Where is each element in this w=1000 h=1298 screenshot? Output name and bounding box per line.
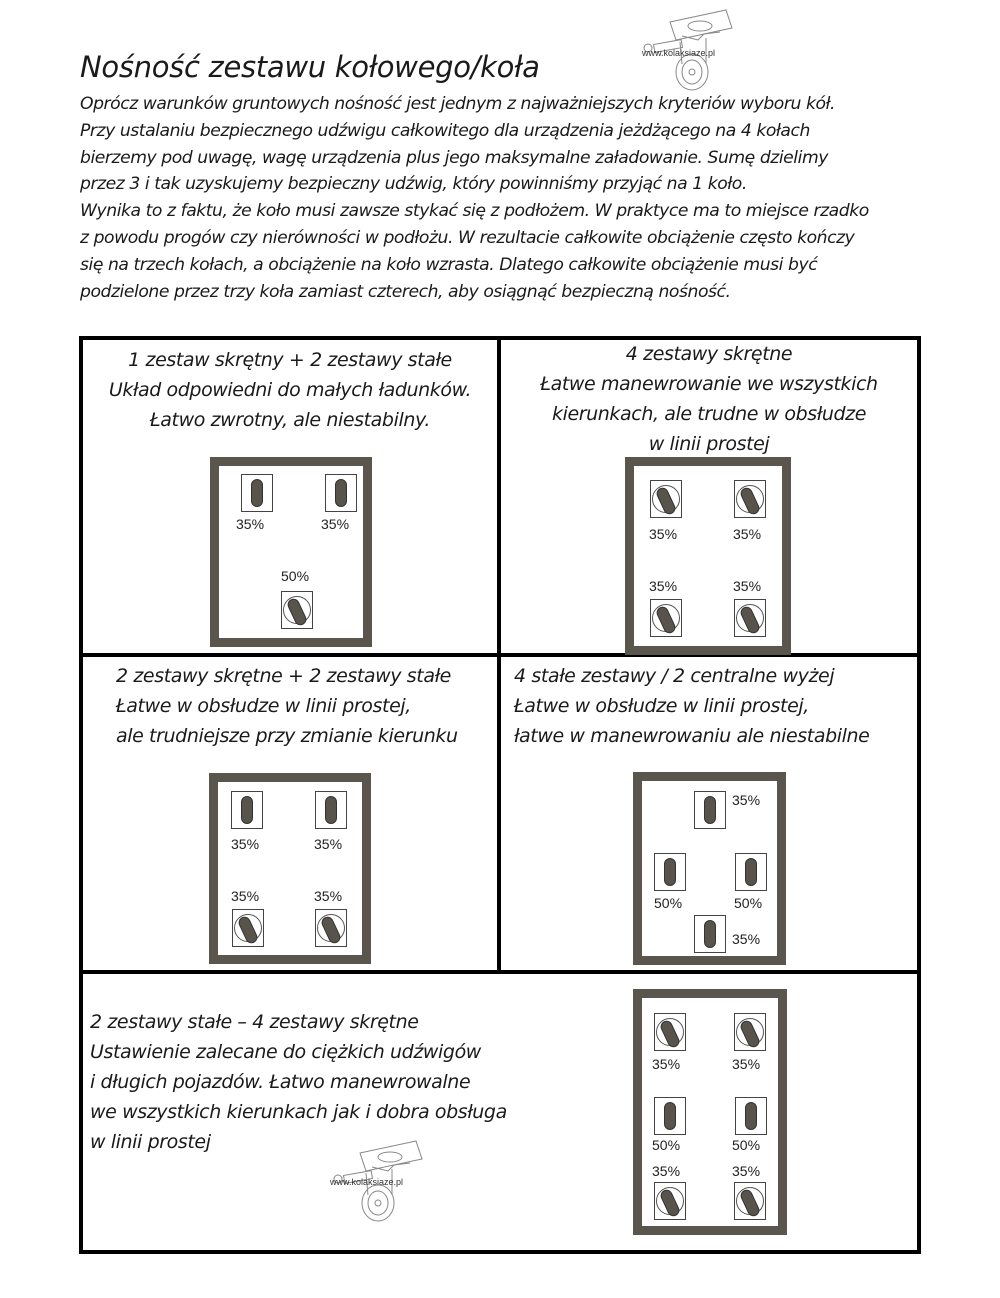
config-text-line: i długich pojazdów. Łatwo manewrowalne xyxy=(90,1071,471,1093)
load-percentage: 50% xyxy=(652,1137,681,1153)
caster-layout-diagram xyxy=(210,457,372,647)
load-percentage: 35% xyxy=(652,1056,681,1072)
load-percentage: 35% xyxy=(236,516,265,532)
fixed-caster-icon xyxy=(325,474,357,512)
grid-divider xyxy=(79,653,921,657)
fixed-caster-icon xyxy=(694,791,726,829)
load-percentage: 50% xyxy=(281,568,310,584)
load-percentage: 35% xyxy=(733,526,762,542)
load-percentage: 35% xyxy=(732,792,761,808)
config-description xyxy=(514,661,869,751)
intro-line: podzielone przez trzy koła zamiast czterech, aby osiągnąć bezpieczną nośność. xyxy=(80,281,731,302)
grid-divider xyxy=(79,970,921,974)
load-percentage: 35% xyxy=(733,578,762,594)
swivel-caster-icon xyxy=(315,909,347,947)
swivel-caster-icon xyxy=(232,909,264,947)
load-percentage: 35% xyxy=(732,1163,761,1179)
config-text-line: Łatwe w obsłudze w linii prostej, xyxy=(514,695,809,717)
load-percentage: 35% xyxy=(231,836,260,852)
config-text-line: w linii prostej xyxy=(648,433,770,455)
config-description xyxy=(83,345,497,435)
load-percentage: 50% xyxy=(654,895,683,911)
load-percentage: 35% xyxy=(314,836,343,852)
config-text-line: Ustawienie zalecane do ciężkich udźwigów xyxy=(90,1041,481,1063)
config-text-line: Łatwe manewrowanie we wszystkich xyxy=(540,373,878,395)
config-text-line: Układ odpowiedni do małych ładunków. xyxy=(108,379,472,401)
intro-line: bierzemy pod uwagę, wagę urządzenia plus jego maksymalne załadowanie. Sumę dzielimy xyxy=(80,147,828,168)
fixed-caster-icon xyxy=(241,474,273,512)
intro-line: z powodu progów czy nierówności w podłożu. W rezultacie całkowite obciążenie często kończy xyxy=(80,227,855,248)
fixed-caster-icon xyxy=(231,791,263,829)
intro-line: Przy ustalaniu bezpiecznego udźwigu całkowitego dla urządzenia jeżdżącego na 4 kołach xyxy=(80,120,810,141)
caster-layout-diagram xyxy=(633,772,786,965)
config-heading: 4 stałe zestawy / 2 centralne wyżej xyxy=(514,665,835,687)
fixed-caster-icon xyxy=(654,1097,686,1135)
load-percentage: 50% xyxy=(734,895,763,911)
config-text-line: w linii prostej xyxy=(90,1131,211,1153)
config-text-line: łatwe w manewrowaniu ale niestabilne xyxy=(514,725,870,747)
fixed-caster-icon xyxy=(694,915,726,953)
caster-layout-diagram xyxy=(633,989,787,1235)
config-heading: 1 zestaw skrętny + 2 zestawy stałe xyxy=(128,349,452,371)
fixed-caster-icon xyxy=(735,853,767,891)
swivel-caster-icon xyxy=(654,1182,686,1220)
intro-line: się na trzech kołach, a obciążenie na koło wzrasta. Dlatego całkowite obciążenie musi być xyxy=(80,254,818,275)
load-percentage: 35% xyxy=(732,931,761,947)
watermark-top xyxy=(636,6,736,92)
intro-line: Oprócz warunków gruntowych nośność jest jednym z najważniejszych kryteriów wyboru kół. xyxy=(80,94,836,114)
swivel-caster-icon xyxy=(734,1013,766,1051)
swivel-caster-icon xyxy=(734,1182,766,1220)
intro-line: Wynika to z faktu, że koło musi zawsze stykać się z podłożem. W praktyce ma to miejsce rzadko xyxy=(80,201,869,222)
swivel-caster-icon xyxy=(734,599,766,637)
load-percentage: 35% xyxy=(732,1056,761,1072)
config-text-line: Łatwe w obsłudze w linii prostej, xyxy=(116,695,411,717)
config-description xyxy=(116,661,458,751)
config-description xyxy=(501,339,917,459)
swivel-caster-icon xyxy=(734,480,766,518)
watermark-bottom xyxy=(326,1137,426,1223)
intro-paragraph xyxy=(80,91,950,305)
watermark-text: www.kolaksiaze.pl xyxy=(642,48,716,58)
load-percentage: 35% xyxy=(649,526,678,542)
caster-layout-diagram xyxy=(625,457,791,655)
watermark-text: www.kolaksiaze.pl xyxy=(330,1177,404,1187)
config-heading: 4 zestawy skrętne xyxy=(625,343,793,365)
load-percentage: 50% xyxy=(732,1137,761,1153)
config-heading: 2 zestawy skrętne + 2 zestawy stałe xyxy=(116,665,451,687)
config-text-line: we wszystkich kierunkach jak i dobra obsługa xyxy=(90,1101,507,1123)
swivel-caster-icon xyxy=(650,599,682,637)
swivel-caster-icon xyxy=(281,591,313,629)
config-heading: 2 zestawy stałe – 4 zestawy skrętne xyxy=(90,1011,419,1033)
load-percentage: 35% xyxy=(321,516,350,532)
swivel-caster-icon xyxy=(650,480,682,518)
page-title: Nośność zestawu kołowego/koła xyxy=(80,50,540,84)
swivel-caster-icon xyxy=(654,1013,686,1051)
config-text-line: ale trudniejsze przy zmianie kierunku xyxy=(116,725,458,747)
load-percentage: 35% xyxy=(649,578,678,594)
load-percentage: 35% xyxy=(652,1163,681,1179)
config-description xyxy=(90,1007,507,1157)
config-text-line: Łatwo zwrotny, ale niestabilny. xyxy=(150,409,430,431)
fixed-caster-icon xyxy=(315,791,347,829)
load-percentage: 35% xyxy=(314,888,343,904)
fixed-caster-icon xyxy=(654,853,686,891)
config-text-line: kierunkach, ale trudne w obsłudze xyxy=(551,403,867,425)
intro-line: przez 3 i tak uzyskujemy bezpieczny udźwig, który powinniśmy przyjąć na 1 koło. xyxy=(80,174,747,195)
caster-layout-diagram xyxy=(209,773,371,964)
load-percentage: 35% xyxy=(231,888,260,904)
fixed-caster-icon xyxy=(735,1097,767,1135)
